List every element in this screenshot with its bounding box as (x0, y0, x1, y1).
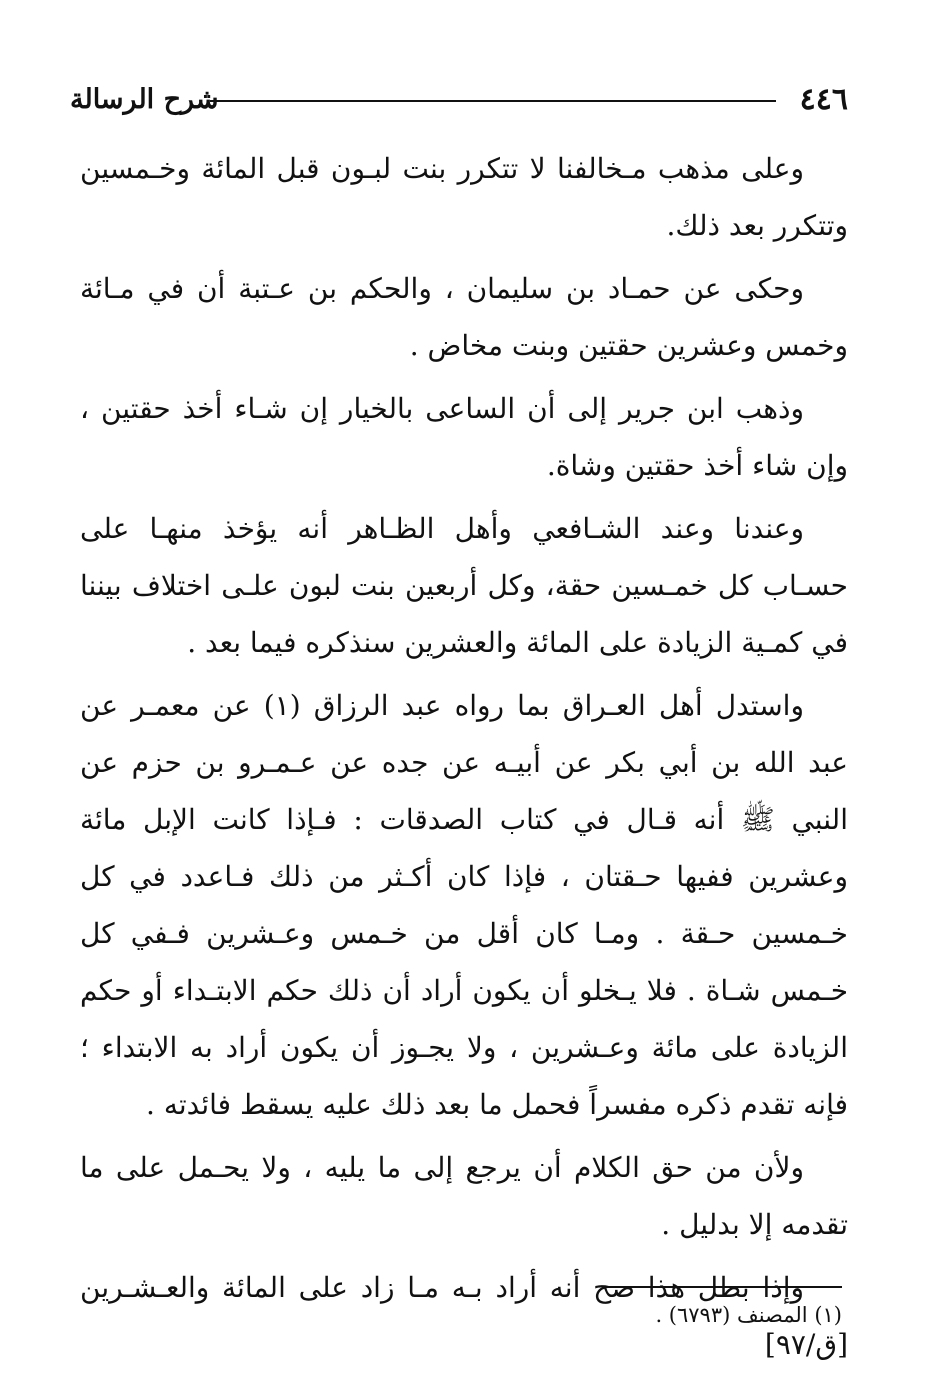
main-text (80, 140, 848, 1379)
paragraph: وحكى عن حمـاد بن سليمان ، والحكم بن عـتبة أن في مـائة وخمس وعشرين حقتين وبنت مخاض . (80, 272, 848, 362)
running-title: شرح الرسالة (70, 84, 219, 115)
paragraph: وعلى مذهب مـخالفنا لا تتكرر بنت لبـون قبل المائة وخـمسين وتتكرر بعد ذلك. (80, 152, 848, 242)
paragraph: وعندنا وعند الشـافعي وأهل الظـاهر أنه يؤخذ منهـا على حسـاب كل خمـسين حقة، وكل أربعين بنت لبون علـى اختلاف بيننا في كمـية الزيادة على المائة والعشرين سنذكره فيما بعد . (80, 512, 848, 659)
page-header (70, 78, 848, 126)
page-number: ٤٤٦ (799, 82, 848, 117)
paragraph: واستدل أهل العـراق بما رواه عبد الرزاق (١) عن معمـر عن عبد الله بن أبي بكر عن أبيـه عن جده عن عـمـرو بن حزم عن النبي ﷺ أنه قـال في كتاب الصدقات : فـإذا كانت الإبل مائة وعشرين ففيها حـقتان ، فإذا كان أكـثر من ذلك فـاعدد في كل خـمسين حـقة . ومـا كان أقل من خـمس وعـشرين فـفي كل خـمس شـاة . فلا يـخلو أن يكون أراد أن ذلك حكم الابتـداء أو حكم الزيادة على مائة وعـشرين ، ولا يجـوز أن يكون أراد به الابتداء ؛ فإنه تقدم ذكره مفسراً فحمل ما بعد ذلك عليه يسقط فائدته . (80, 689, 849, 1121)
header-divider (210, 100, 776, 102)
paragraph: وذهب ابن جرير إلى أن الساعى بالخيار إن شـاء أخذ حقتين ، وإن شاء أخذ حقتين وشاة. (80, 392, 848, 482)
footnote: (١) المصنف (٦٧٩٣) . (655, 1303, 842, 1327)
paragraph: وإذا بطل هذا صح أنه أراد بـه مـا زاد على المائة والعـشـرين [ق/٩٧] (80, 1271, 848, 1361)
footnote-divider (605, 1286, 842, 1288)
paragraph: ولأن من حق الكلام أن يرجع إلى ما يليه ، ولا يحـمل على ما تقدمه إلا بدليل . (80, 1151, 848, 1241)
